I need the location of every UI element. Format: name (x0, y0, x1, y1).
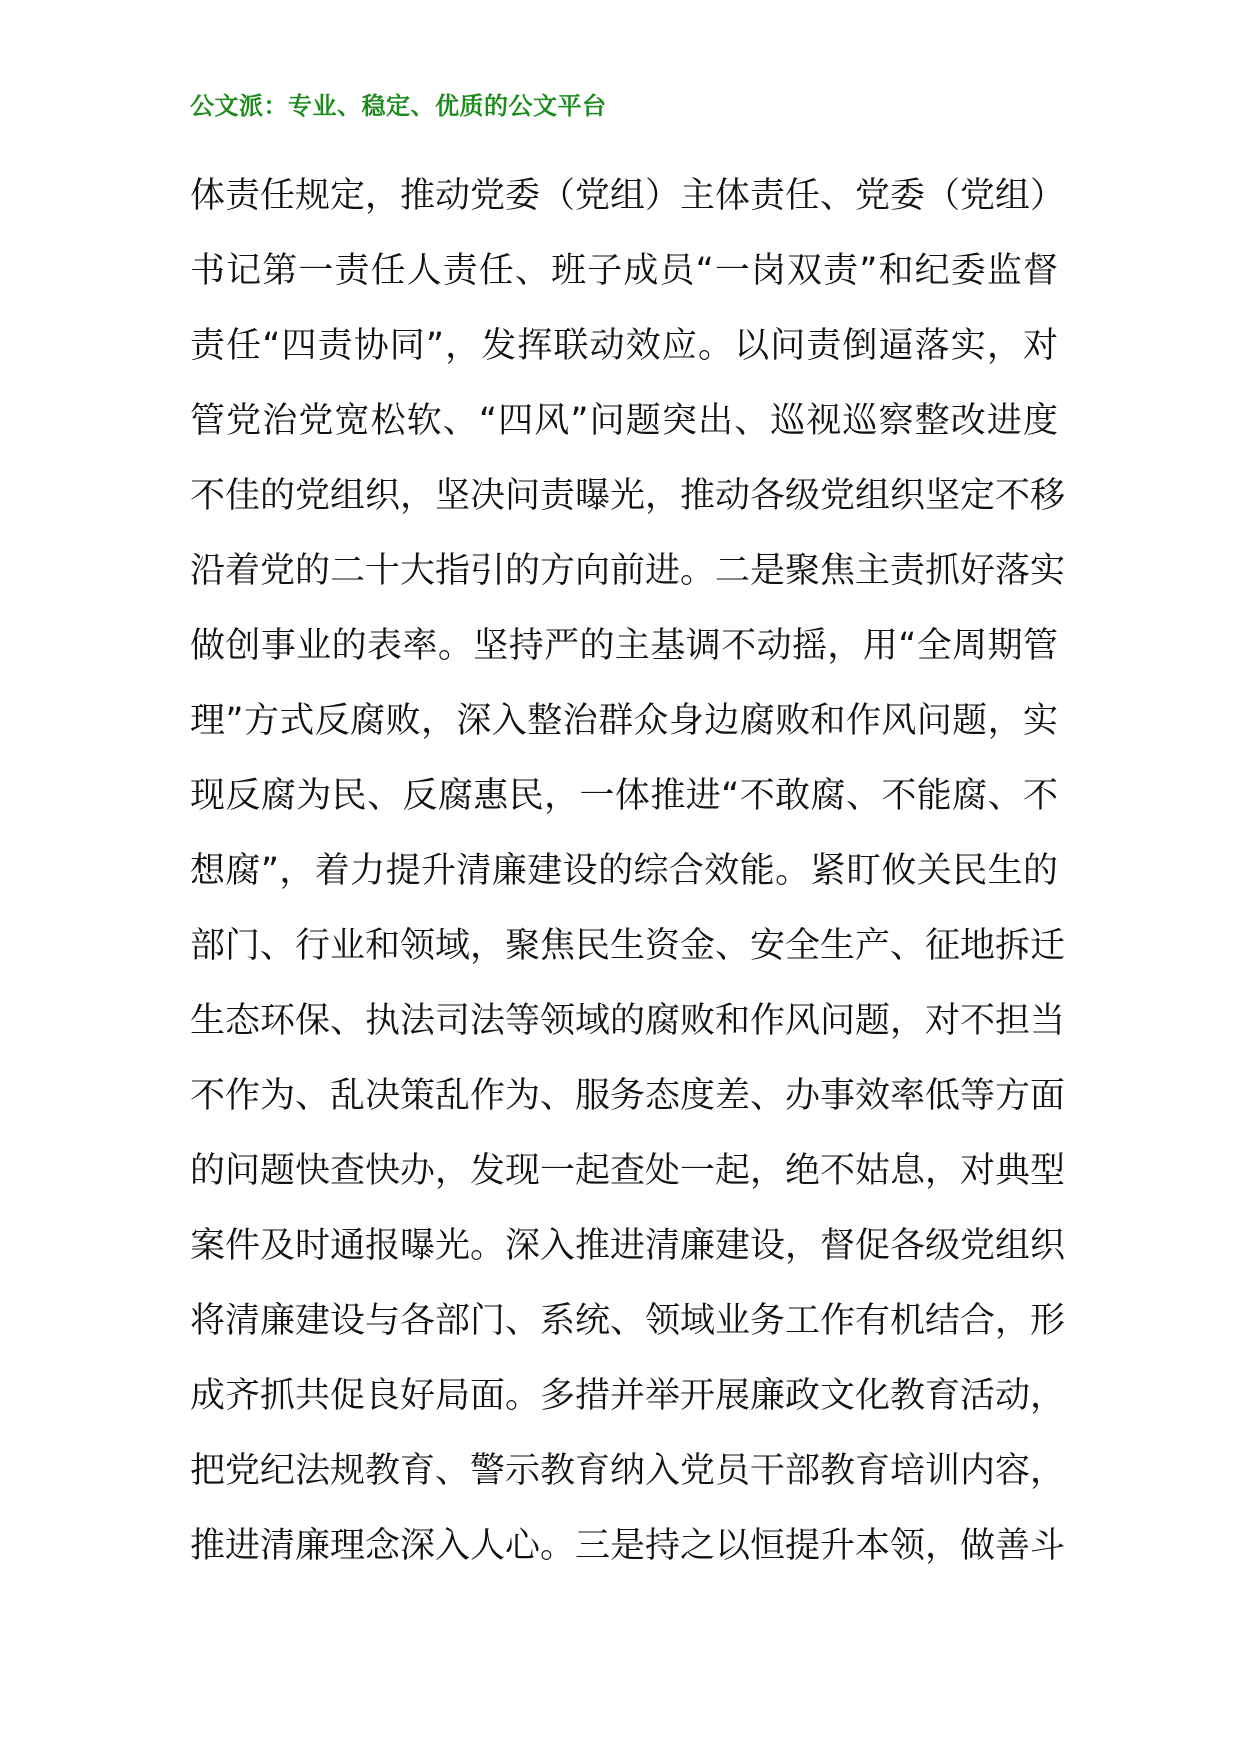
text-line: 不佳的党组织，坚决问责曝光，推动各级党组织坚定不移 (190, 476, 1066, 516)
text-line: 成齐抓共促良好局面。多措并举开展廉政文化教育活动， (190, 1376, 1066, 1416)
page-header: 公文派：专业、稳定、优质的公文平台 (190, 92, 607, 120)
text-line: 把党纪法规教育、警示教育纳入党员干部教育培训内容， (190, 1451, 1066, 1491)
text-line: 将清廉建设与各部门、系统、领域业务工作有机结合，形 (190, 1301, 1066, 1341)
text-line: 想腐”，着力提升清廉建设的综合效能。紧盯攸关民生的 (190, 851, 1058, 891)
text-line: 的问题快查快办，发现一起查处一起，绝不姑息，对典型 (190, 1151, 1066, 1191)
text-line: 体责任规定，推动党委（党组）主体责任、党委（党组） (190, 176, 1066, 216)
text-line: 案件及时通报曝光。深入推进清廉建设，督促各级党组织 (190, 1226, 1066, 1266)
text-line: 理”方式反腐败，深入整治群众身边腐败和作风问题，实 (190, 701, 1058, 741)
text-line: 沿着党的二十大指引的方向前进。二是聚焦主责抓好落实 (190, 551, 1066, 591)
text-line: 书记第一责任人责任、班子成员“一岗双责”和纪委监督 (190, 251, 1058, 291)
text-line: 部门、行业和领域，聚焦民生资金、安全生产、征地拆迁 (190, 926, 1066, 966)
text-line: 推进清廉理念深入人心。三是持之以恒提升本领，做善斗 (190, 1526, 1066, 1566)
text-line: 做创事业的表率。坚持严的主基调不动摇，用“全周期管 (190, 626, 1058, 666)
text-line: 生态环保、执法司法等领域的腐败和作风问题，对不担当 (190, 1001, 1066, 1041)
text-line: 管党治党宽松软、“四风”问题突出、巡视巡察整改进度 (190, 401, 1058, 441)
body-text (190, 168, 1070, 1593)
text-line: 责任“四责协同”，发挥联动效应。以问责倒逼落实，对 (190, 326, 1058, 366)
text-line: 不作为、乱决策乱作为、服务态度差、办事效率低等方面 (190, 1076, 1066, 1116)
text-line: 现反腐为民、反腐惠民，一体推进“不敢腐、不能腐、不 (190, 776, 1058, 816)
